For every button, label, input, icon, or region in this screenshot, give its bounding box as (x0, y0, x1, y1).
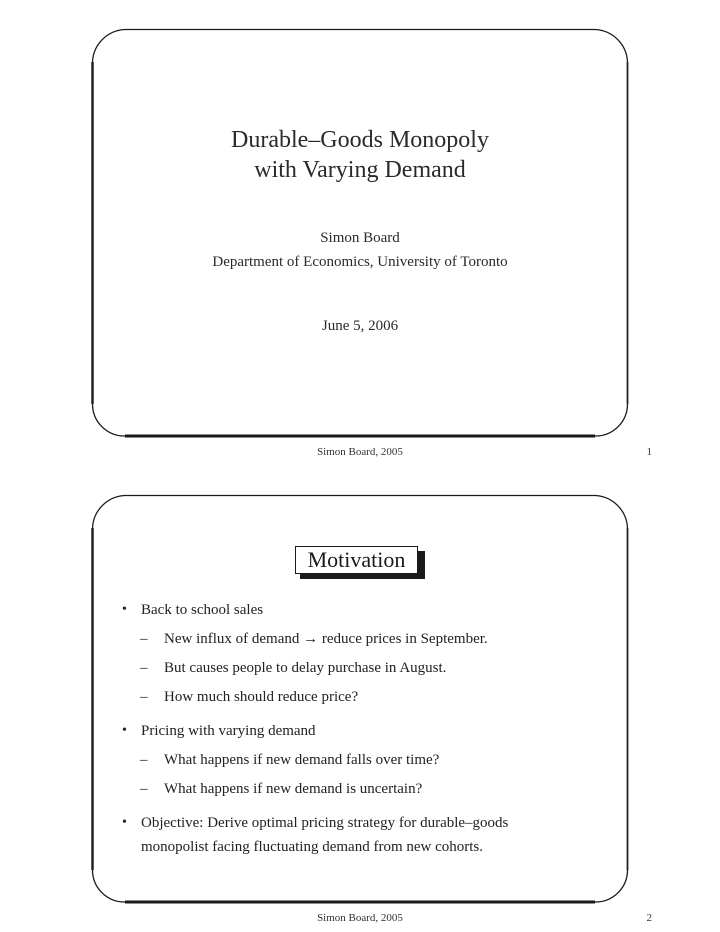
bullet-list (119, 598, 619, 859)
dash-icon: – (140, 631, 148, 647)
dash-icon: – (140, 689, 148, 705)
sub-bullet-item (119, 748, 619, 772)
bullet-item (119, 811, 619, 859)
sub-bullet-text: What happens if new demand falls over time? (164, 752, 440, 768)
dash-icon: – (140, 752, 148, 768)
bullet-item (119, 719, 619, 743)
bullet-dot-icon: • (122, 602, 127, 617)
sub-bullet-text: How much should reduce price? (164, 689, 359, 705)
slide-heading (295, 546, 418, 574)
bullet-item (119, 598, 619, 622)
slide-1-page-number: 1 (646, 446, 652, 458)
sub-bullet-item (119, 627, 619, 651)
author-name: Simon Board (320, 230, 400, 246)
presentation-date: June 5, 2006 (321, 318, 399, 334)
heading-title: Motivation (295, 546, 418, 574)
author-affiliation: Department of Economics, University of Toronto (212, 254, 508, 270)
sub-bullet-text: New influx of demand → reduce prices in September. (164, 631, 488, 647)
dash-icon: – (140, 660, 148, 676)
bullet-dot-icon: • (122, 723, 127, 738)
slide-1 (91, 28, 629, 438)
sub-bullet-item (119, 656, 619, 680)
bullet-text-line-2: monopolist facing fluctuating demand from new cohorts. (141, 839, 484, 855)
bullet-text-line-1: Objective: Derive optimal pricing strategy for durable–goods (141, 815, 509, 831)
slide-2-page-number: 2 (646, 912, 652, 924)
bullet-text: Pricing with varying demand (141, 723, 316, 739)
slide-title-line-2: with Varying Demand (254, 157, 466, 183)
sub-bullet-text: What happens if new demand is uncertain? (164, 781, 423, 797)
slide-title-line-1: Durable–Goods Monopoly (231, 127, 489, 153)
sub-bullet-item (119, 777, 619, 801)
bullet-text: Back to school sales (141, 602, 264, 618)
slide-1-footer: Simon Board, 2005 (317, 446, 403, 458)
slide-2-footer: Simon Board, 2005 (317, 912, 403, 924)
slide-2 (91, 494, 629, 904)
dash-icon: – (140, 781, 148, 797)
sub-bullet-text: But causes people to delay purchase in August. (164, 660, 447, 676)
bullet-dot-icon: • (122, 815, 127, 830)
sub-bullet-item (119, 685, 619, 709)
